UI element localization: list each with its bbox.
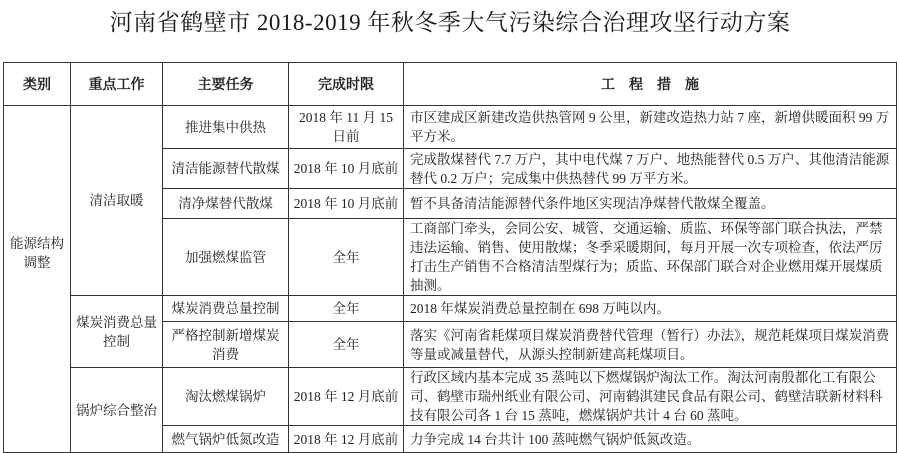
- header-key-work: 重点工作: [71, 63, 163, 106]
- group-cell: 清洁取暖: [71, 106, 163, 296]
- deadline-cell: 2018 年 10 月底前: [289, 189, 404, 219]
- header-measures: 工 程 措 施: [404, 63, 897, 106]
- table-row: [4, 368, 897, 426]
- header-main-task: 主要任务: [163, 63, 289, 106]
- deadline-cell: 2018 年 12 月底前: [289, 426, 404, 453]
- task-cell: 推进集中供热: [163, 106, 289, 149]
- task-cell: 燃气锅炉低氮改造: [163, 426, 289, 453]
- measure-cell: 市区建成区新建改造供热管网 9 公里，新建改造热力站 7 座，新增供暖面积 99 万平方米。: [404, 106, 897, 149]
- task-cell: 清洁能源替代散煤: [163, 149, 289, 189]
- measure-cell: 2018 年煤炭消费总量控制在 698 万吨以内。: [404, 296, 897, 322]
- deadline-cell: 2018 年 11 月 15 日前: [289, 106, 404, 149]
- table-header-row: [4, 63, 897, 106]
- table-row: [4, 106, 897, 149]
- group-cell: 锅炉综合整治: [71, 368, 163, 453]
- header-category: 类别: [4, 63, 71, 106]
- header-deadline: 完成时限: [289, 63, 404, 106]
- task-cell: 严格控制新增煤炭消费: [163, 322, 289, 368]
- deadline-cell: 全年: [289, 219, 404, 296]
- measure-cell: 暂不具备清洁能源替代条件地区实现洁净煤替代散煤全覆盖。: [404, 189, 897, 219]
- task-cell: 清净煤替代散煤: [163, 189, 289, 219]
- task-cell: 煤炭消费总量控制: [163, 296, 289, 322]
- document-title: 河南省鹤壁市 2018-2019 年秋冬季大气污染综合治理攻坚行动方案: [109, 10, 791, 35]
- measure-cell: 完成散煤替代 7.7 万户，其中电代煤 7 万户、地热能替代 0.5 万户、其他清洁能源替代 0.2 万户；完成集中供热替代 99 万平方米。: [404, 149, 897, 189]
- group-cell: 煤炭消费总量控制: [71, 296, 163, 368]
- deadline-cell: 全年: [289, 322, 404, 368]
- measure-cell: 行政区域内基本完成 35 蒸吨以下燃煤锅炉淘汰工作。淘汰河南殷都化工有限公司、鹤壁市瑞州纸业有限公司、河南鹤淇建民食品有限公司、鹤壁洁联新材料科技有限公司各 1 台 15 蒸吨，燃煤锅炉共计 4 台 60 蒸吨。: [404, 368, 897, 426]
- table-row: [4, 296, 897, 322]
- measure-cell: 落实《河南省耗煤项目煤炭消费替代管理（暂行）办法》，规范耗煤项目煤炭消费等量或减量替代，从源头控制新建高耗煤项目。: [404, 322, 897, 368]
- measures-table: [3, 62, 897, 453]
- category-cell: 能源结构调整: [4, 106, 71, 453]
- deadline-cell: 2018 年 12 月底前: [289, 368, 404, 426]
- measure-cell: 工商部门牵头，会同公安、城管、交通运输、质监、环保等部门联合执法，严禁违法运输、销售、使用散煤；冬季采暖期间，每月开展一次专项检查，依法严厉打击生产销售不合格清洁型煤行为；质监、环保部门联合对企业燃用煤开展煤质抽测。: [404, 219, 897, 296]
- task-cell: 加强燃煤监管: [163, 219, 289, 296]
- deadline-cell: 全年: [289, 296, 404, 322]
- deadline-cell: 2018 年 10 月底前: [289, 149, 404, 189]
- measure-cell: 力争完成 14 台共计 100 蒸吨燃气锅炉低氮改造。: [404, 426, 897, 453]
- task-cell: 淘汰燃煤锅炉: [163, 368, 289, 426]
